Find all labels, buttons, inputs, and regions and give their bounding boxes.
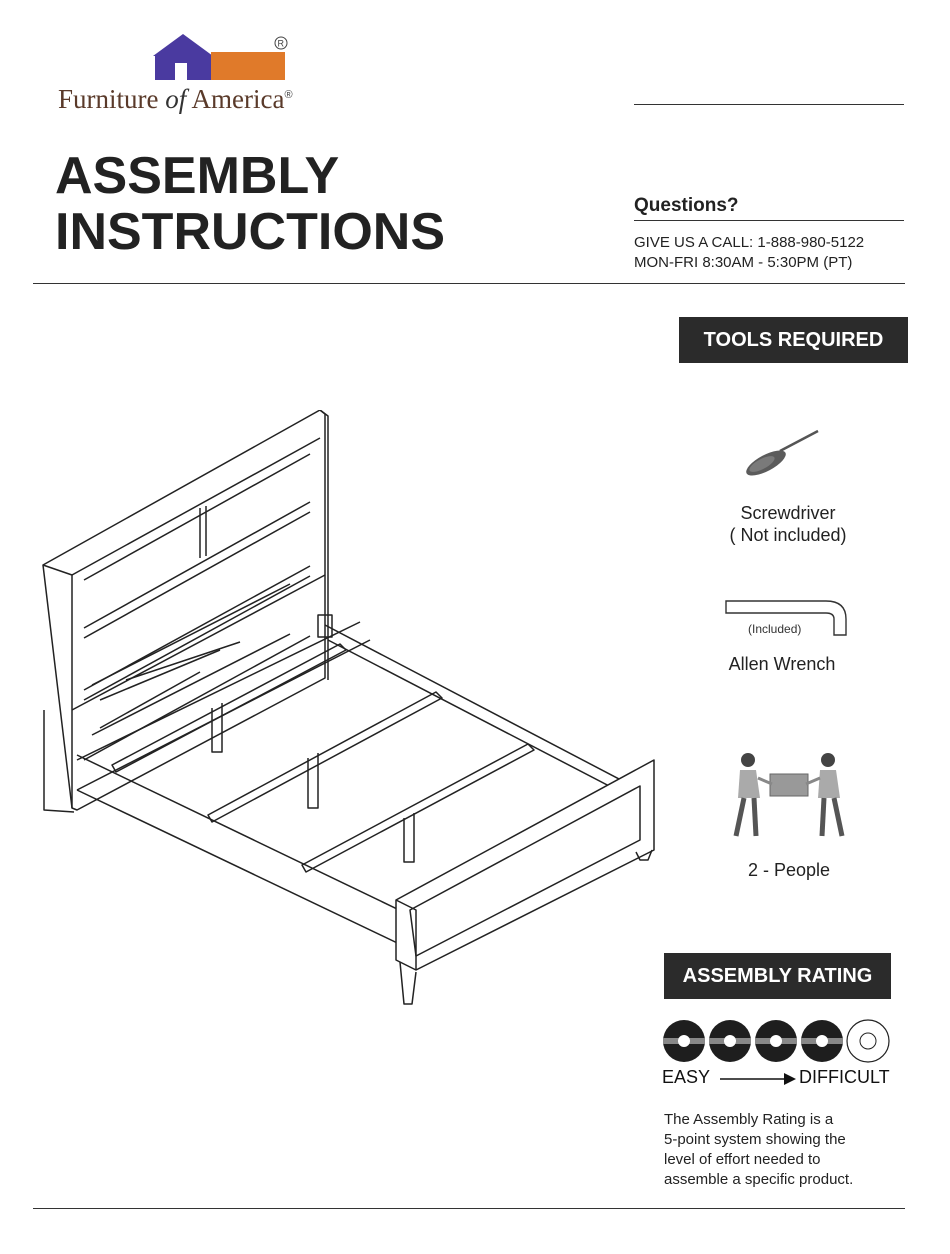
top-divider	[634, 104, 904, 105]
brand-word-of: of	[165, 84, 187, 114]
rating-description	[664, 1110, 904, 1190]
rating-dot-filled	[663, 1020, 705, 1062]
header-divider	[33, 283, 905, 284]
brand-word-furniture: Furniture	[58, 84, 159, 114]
screwdriver-name: Screwdriver	[740, 503, 836, 523]
questions-heading: Questions?	[634, 195, 739, 216]
rating-description-line: assemble a specific product.	[664, 1171, 854, 1188]
screwdriver-label	[700, 502, 876, 546]
rating-meter	[661, 1018, 893, 1064]
screwdriver-icon	[738, 425, 828, 485]
assembly-rating-banner: ASSEMBLY RATING	[664, 953, 891, 999]
brand-name	[58, 84, 293, 115]
hours-line: MON-FRI 8:30AM - 5:30PM (PT)	[634, 254, 853, 271]
wrench-included-tag: (Included)	[748, 622, 802, 636]
logo-registered-mark: R	[277, 38, 284, 49]
rating-dot-filled	[801, 1020, 843, 1062]
brand-word-america: America	[191, 84, 285, 114]
registered-mark: ®	[284, 89, 293, 101]
title-line-2: INSTRUCTIONS	[55, 203, 445, 261]
difficult-label: DIFFICULT	[799, 1067, 890, 1087]
allen-wrench-icon	[722, 595, 852, 645]
allen-wrench-label: Allen Wrench	[728, 654, 836, 674]
bed-illustration	[40, 410, 660, 1010]
two-people-icon	[724, 748, 854, 842]
two-people-label: 2 - People	[747, 860, 831, 880]
tools-required-banner: TOOLS REQUIRED	[679, 317, 908, 363]
rating-description-line: level of effort needed to	[664, 1151, 821, 1168]
title-line-1: ASSEMBLY	[55, 147, 340, 205]
rating-dot-filled	[709, 1020, 751, 1062]
easy-label: EASY	[662, 1067, 711, 1087]
footer-divider	[33, 1208, 905, 1209]
rating-dot-empty	[847, 1020, 889, 1062]
screwdriver-note: ( Not included)	[729, 525, 847, 545]
page-title	[55, 148, 445, 260]
arrow-right-icon	[720, 1072, 796, 1086]
rating-dot-filled	[755, 1020, 797, 1062]
rating-description-line: 5-point system showing the	[664, 1131, 846, 1148]
rating-dots	[661, 1018, 893, 1064]
phone-line: GIVE US A CALL: 1-888-980-5122	[634, 234, 865, 251]
rating-description-line: The Assembly Rating is a	[664, 1111, 834, 1128]
questions-divider	[634, 220, 904, 221]
